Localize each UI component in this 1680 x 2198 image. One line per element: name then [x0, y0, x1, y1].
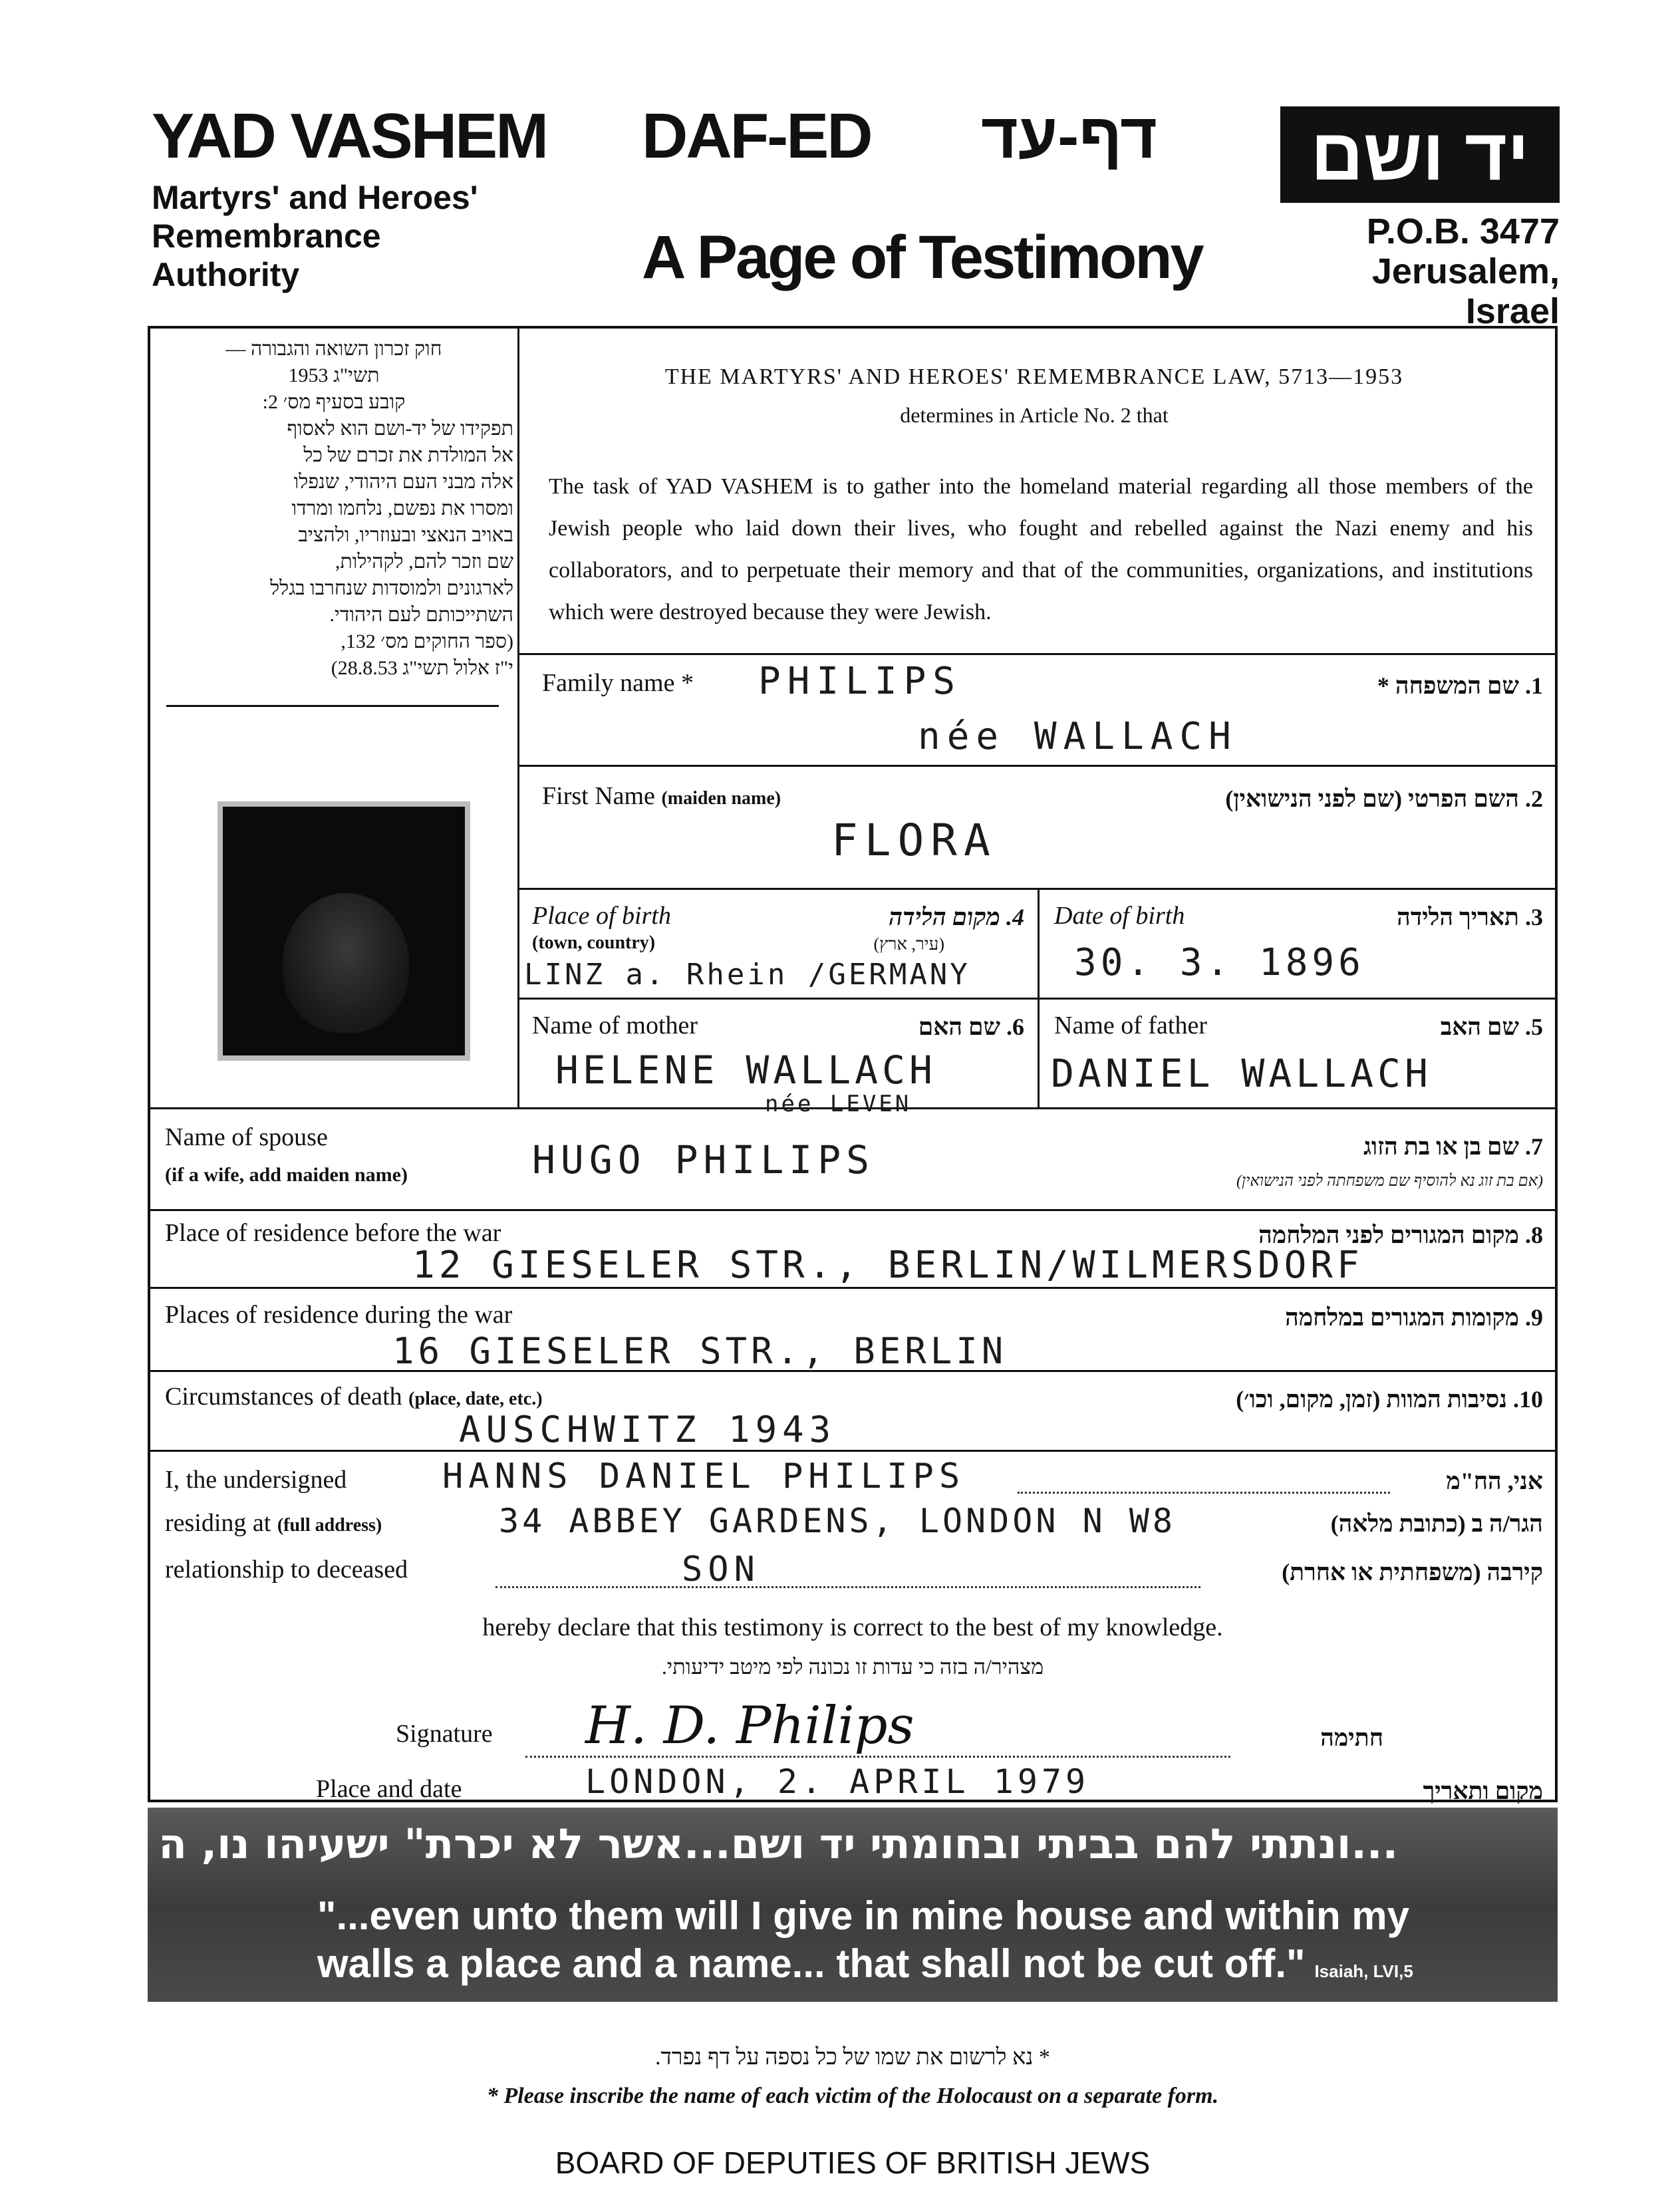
relationship-value[interactable]: SON	[682, 1550, 760, 1589]
org-subtitle	[152, 178, 577, 294]
residing-heb-label: הגר/ה ב (כתובת מלאה)	[1330, 1510, 1543, 1537]
first-name-heb-label: 2. השם הפרטי (שם לפני הנישואין)	[1225, 785, 1543, 812]
law-heb-line: קובע בסעיף מס׳ 2:	[262, 391, 406, 413]
law-heb-line: לארגונים ולמוסדות שנחרבו בגלל	[270, 577, 513, 599]
residing-label-text: residing at	[165, 1509, 271, 1537]
law-heb-line: השתייכותם לעם היהודי.	[329, 604, 513, 626]
first-name-label	[542, 781, 781, 811]
place-of-birth-heb-label: 4. מקום הלידה	[889, 904, 1024, 930]
banner-hebrew-quote: ...ונתתי להם בביתי ובחומתי יד ושם...אשר לא יכרת" ישעיהו נו, ה	[158, 1820, 1398, 1868]
father-value[interactable]: DANIEL WALLACH	[1051, 1051, 1432, 1096]
place-of-birth-heb-small: (עיר, ארץ)	[873, 934, 944, 954]
row-divider	[148, 1209, 1558, 1211]
signature-heb-label: חתימה	[1320, 1724, 1383, 1751]
spouse-label: Name of spouse	[165, 1123, 328, 1151]
relationship-label: relationship to deceased	[165, 1556, 408, 1583]
row-divider	[517, 765, 1558, 767]
first-name-label-small: (maiden name)	[661, 788, 781, 809]
undersigned-dotted-line	[1018, 1492, 1390, 1494]
date-of-birth-label: Date of birth	[1054, 902, 1185, 930]
residence-before-value[interactable]: 12 GIESELER STR., BERLIN/WILMERSDORF	[412, 1244, 1363, 1287]
undersigned-value[interactable]: HANNS DANIEL PHILIPS	[442, 1456, 966, 1496]
law-heb-line: תפקידו של יד-ושם הוא לאסוף	[287, 418, 513, 440]
signature-dotted-line	[525, 1756, 1230, 1758]
law-heb-line: באויב הנאצי ובעוזריו, ולהציב	[298, 524, 513, 546]
date-of-birth-value[interactable]: 30. 3. 1896	[1074, 941, 1365, 984]
yad-vashem-logo: יד ושם	[1280, 106, 1560, 203]
postal-address	[1280, 211, 1560, 331]
undersigned-label: I, the undersigned	[165, 1466, 347, 1494]
declaration-statement: hereby declare that this testimony is correct to the best of my knowledge.	[482, 1613, 1223, 1641]
page-title: A Page of Testimony	[642, 223, 1202, 291]
relationship-dotted-line	[495, 1586, 1200, 1588]
law-heb-line: (ספר החוקים מס׳ 132,	[341, 630, 513, 652]
date-of-birth-heb-label: 3. תאריך הלידה	[1397, 904, 1543, 930]
daf-ed-title: DAF-ED	[642, 100, 871, 172]
daf-ed-hebrew-title: דף-עד	[981, 100, 1157, 172]
footnote-english: * Please inscribe the name of each victim of the Holocaust on a separate form.	[486, 2084, 1219, 2108]
law-heb-line: אלה מבני העם היהודי, שנפלו	[293, 471, 513, 493]
relationship-heb-label: קירבה (משפחתית או אחרת)	[1282, 1559, 1543, 1585]
mother-label: Name of mother	[532, 1012, 698, 1039]
residence-before-label: Place of residence before the war	[165, 1219, 501, 1247]
death-value[interactable]: AUSCHWITZ 1943	[459, 1409, 837, 1450]
law-heb-line: אל המולדת את זכרם של כל	[303, 444, 513, 466]
residence-during-value[interactable]: 16 GIESELER STR., BERLIN	[392, 1330, 1008, 1372]
residing-label	[165, 1508, 382, 1538]
death-heb-label: 10. נסיבות המוות (זמן, מקום, וכו׳)	[1236, 1386, 1543, 1413]
banner-english-text: walls a place and a name... that shall not be cut off."	[317, 1941, 1306, 1986]
family-name-maiden[interactable]: née WALLACH	[918, 715, 1238, 758]
residence-during-label: Places of residence during the war	[165, 1301, 513, 1329]
death-label	[165, 1382, 543, 1411]
row-divider	[166, 705, 499, 707]
law-article: determines in Article No. 2 that	[900, 403, 1169, 427]
law-heb-line: ומסרו את נפשם, נלחמו ומרדו	[291, 497, 513, 519]
org-name: YAD VASHEM	[152, 100, 547, 172]
law-text: The task of YAD VASHEM is to gather into the homeland material regarding all those members of the Jewish people who laid down their lives, who fought and rebelled against the Nazi enemy and his collaborators, and to perpetuate their memory and that of the communities, organizations, and institutions which were destroyed because they were Jewish.	[549, 474, 1533, 624]
signature-value[interactable]: H. D. Philips	[585, 1696, 914, 1756]
residence-during-heb-label: 9. מקומות המגורים במלחמה	[1285, 1304, 1543, 1331]
row-divider	[148, 1450, 1558, 1452]
pob: P.O.B. 3477	[1366, 211, 1560, 251]
victim-photo	[217, 801, 470, 1061]
place-of-birth-label: Place of birth	[532, 902, 671, 930]
banner-english-line: "...even unto them will I give in mine house and within my	[317, 1893, 1410, 1938]
spouse-heb-small: (אם בת זוג נא להוסיף שם משפחתה לפני הנישואין)	[1236, 1172, 1543, 1190]
board-of-deputies: BOARD OF DEPUTIES OF BRITISH JEWS	[555, 2145, 1151, 2180]
first-name-label-text: First Name	[542, 782, 655, 810]
law-heb-line: שם וזכר להם, לקהילות,	[335, 551, 513, 573]
family-name-value[interactable]: PHILIPS	[758, 660, 962, 703]
column-divider	[517, 326, 519, 1108]
mother-value[interactable]: HELENE WALLACH	[555, 1047, 936, 1093]
org-sub-line: Martyrs' and Heroes'	[152, 179, 478, 216]
law-heb-line: תשי"ג 1953	[288, 364, 380, 386]
signature-label: Signature	[396, 1720, 493, 1748]
death-label-text: Circumstances of death	[165, 1383, 402, 1411]
declaration-statement-hebrew: מצהיר/ה בזה כי עדות זו נכונה לפי מיטב ידיעותי.	[661, 1655, 1044, 1679]
place-of-birth-value[interactable]: LINZ a. Rhein /GERMANY	[524, 958, 970, 992]
law-heb-line: חוק זכרון השואה והגבורה —	[225, 338, 442, 360]
quote-banner	[148, 1808, 1558, 2002]
org-sub-line: Authority	[152, 256, 300, 293]
footnote-hebrew: * נא לרשום את שמו של כל נספה על דף נפרד.	[655, 2045, 1050, 2070]
father-label: Name of father	[1054, 1012, 1207, 1039]
spouse-heb-label: 7. שם בן או בת הזוג	[1363, 1133, 1543, 1160]
law-hebrew-text	[154, 336, 513, 682]
family-name-label: Family name *	[542, 669, 694, 697]
row-divider	[148, 1287, 1558, 1289]
death-label-small: (place, date, etc.)	[408, 1389, 543, 1409]
residence-before-heb-label: 8. מקום המגורים לפני המלחמה	[1258, 1222, 1543, 1248]
place-date-value[interactable]: LONDON, 2. APRIL 1979	[585, 1762, 1090, 1801]
mother-maiden[interactable]: née LEVEN	[765, 1091, 912, 1117]
column-divider	[1038, 888, 1040, 1107]
row-divider	[517, 653, 1558, 655]
city: Jerusalem, Israel	[1371, 251, 1560, 331]
mother-heb-label: 6. שם האם	[918, 1014, 1024, 1040]
place-date-heb-label: מקום ותאריך	[1423, 1778, 1543, 1804]
law-title: THE MARTYRS' AND HEROES' REMEMBRANCE LAW, 5713—1953	[664, 364, 1404, 389]
residing-label-small: (full address)	[277, 1515, 382, 1536]
banner-english-line	[317, 1941, 1413, 1987]
residing-value[interactable]: 34 ABBEY GARDENS, LONDON N W8	[499, 1502, 1176, 1540]
family-name-heb-label: 1. שם המשפחה *	[1377, 672, 1543, 699]
law-heb-line: י"ז אלול תשי"ג 28.8.53)	[331, 657, 513, 679]
undersigned-heb-label: אני, הח"מ	[1446, 1468, 1543, 1494]
first-name-value[interactable]: FLORA	[831, 815, 997, 866]
father-heb-label: 5. שם האב	[1440, 1014, 1543, 1040]
spouse-label-small: (if a wife, add maiden name)	[165, 1164, 408, 1186]
banner-source: Isaiah, LVI,5	[1314, 1961, 1413, 1981]
org-sub-line: Remembrance	[152, 217, 381, 255]
spouse-value[interactable]: HUGO PHILIPS	[532, 1137, 875, 1182]
place-of-birth-small: (town, country)	[532, 932, 656, 953]
place-date-label: Place and date	[316, 1775, 462, 1803]
